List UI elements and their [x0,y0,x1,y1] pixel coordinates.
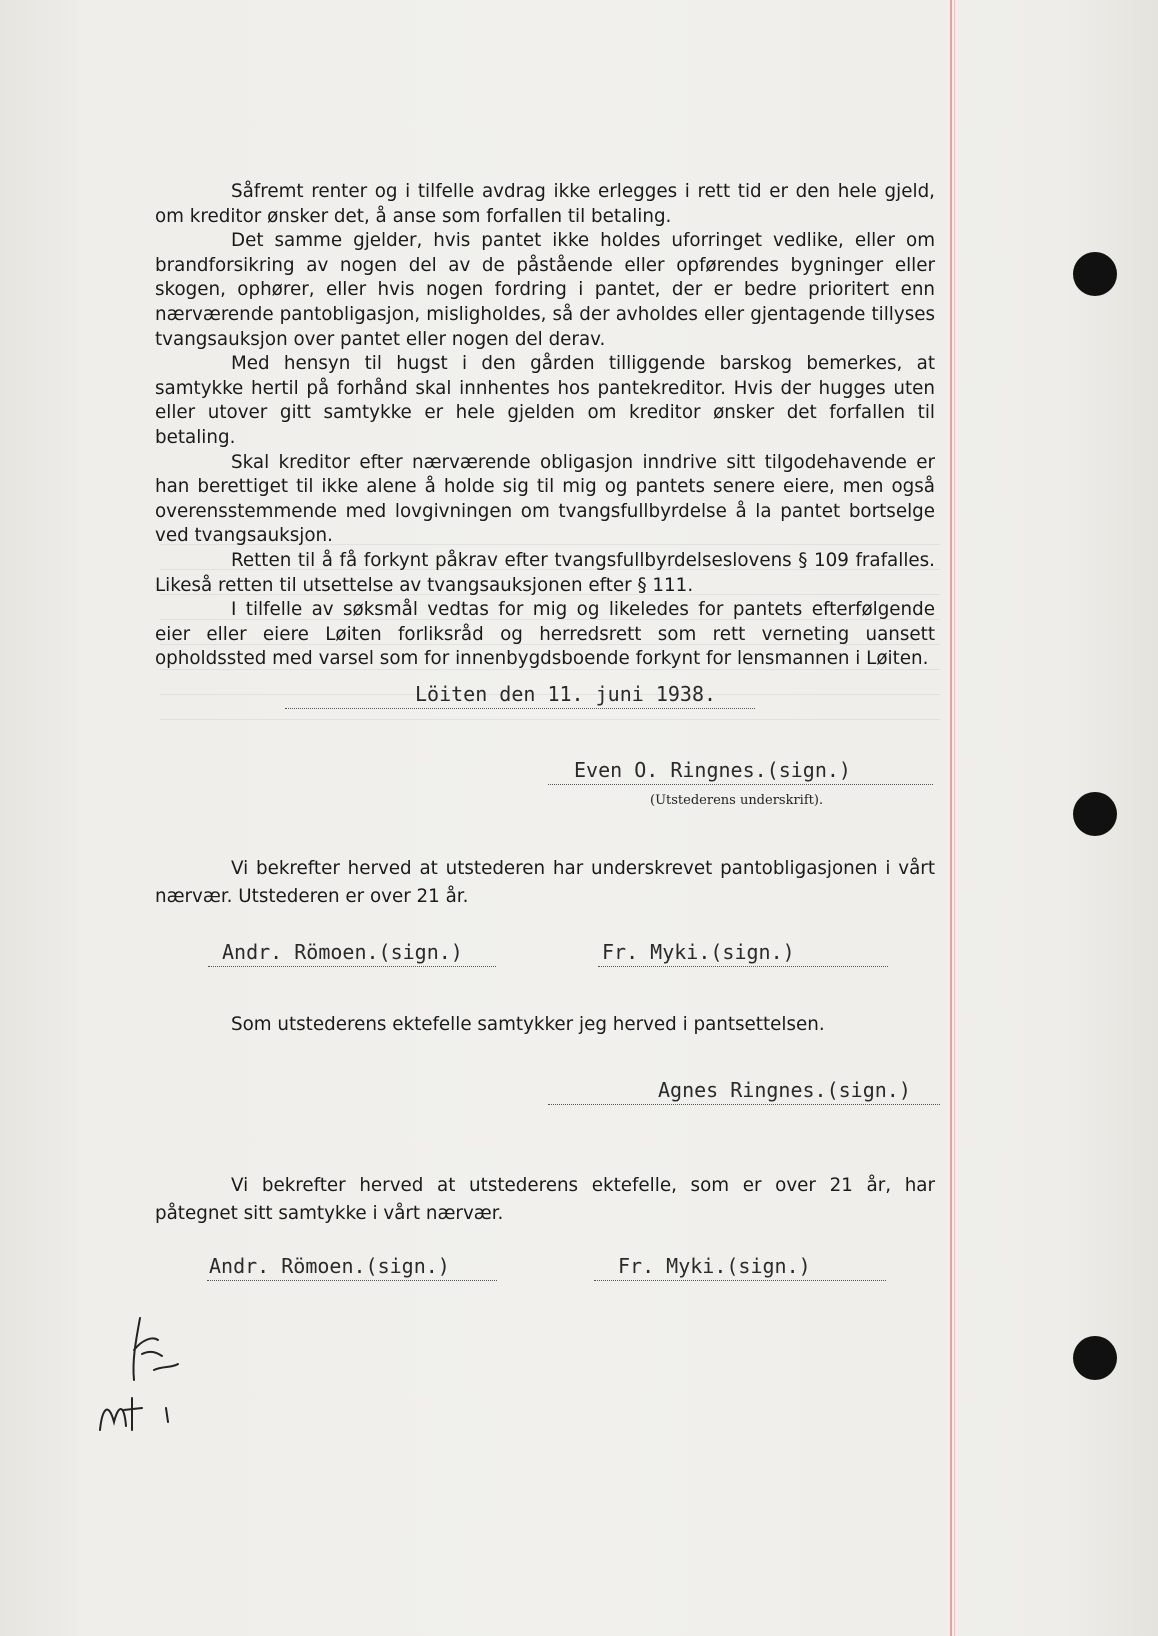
date-line: Löiten den 11. juni 1938. [285,682,755,709]
paragraph-security: Det samme gjelder, hvis pantet ikke holdes uforringet vedlike, eller om brandforsikring av nogen del av de påstående eller opførendes bygninger eller skogen, ophører, eller hvis nogen fordring i pantet, der er bedre prioritert enn nærværende pantobligasjon, misligholdes, så der avholdes eller gjentagende tillyses tvangsauksjon over pantet eller nogen del derav. [155,230,935,350]
paragraph-waiver: Retten til å få forkynt påkrav efter tvangsfullbyrdelseslovens § 109 frafalles. Likeså retten til utsettelse av tvangsauksjonen efter § 111. [155,549,935,596]
margin-rule [950,0,952,1636]
terms-text [155,180,935,672]
punch-hole [1073,252,1117,296]
witness-signature-1: Andr. Römoen.(sign.) [208,940,496,967]
spouse-consent: Som utstederens ektefelle samtykker jeg herved i pantsettelsen. [231,1014,825,1035]
spouse-witness-statement: Vi bekrefter herved at utstederens ektefelle, som er over 21 år, har påtegnet sitt samtykke i vårt nærvær. [155,1175,935,1224]
witness-signature-2: Fr. Myki.(sign.) [598,940,888,967]
punch-hole [1073,1336,1117,1380]
handwritten-initials [92,1310,212,1460]
margin-rule-secondary [954,0,955,1636]
spouse-signature: Agnes Ringnes.(sign.) [548,1078,940,1105]
paragraph-logging: Med hensyn til hugst i den gården tilliggende barskog bemerkes, at samtykke hertil på forhånd skal innhentes hos pantekreditor. Hvis der hugges uten eller utover gitt samtykke er hele gjelden om kreditor ønsker det forfallen til betaling. [155,353,935,448]
issuer-signature: Even O. Ringnes.(sign.) [548,758,933,785]
witness-statement: Vi bekrefter herved at utstederen har underskrevet pantobligasjonen i vårt nærvær. Utstederen er over 21 år. [155,858,935,907]
spouse-witness-signature-1: Andr. Römoen.(sign.) [207,1254,497,1281]
punch-hole [1073,792,1117,836]
paragraph-venue: I tilfelle av søksmål vedtas for mig og likeledes for pantets efterfølgende eier eller eiere Løiten forliksråd og herredsrett som rett verneting uansett opholdssted med varsel som for innenbygdsboende forkynt for lensmannen i Løiten. [155,599,935,670]
spouse-witness-signature-2: Fr. Myki.(sign.) [594,1254,886,1281]
issuer-signature-caption: (Utstederens underskrift). [650,793,824,808]
paragraph-default: Såfremt renter og i tilfelle avdrag ikke erlegges i rett tid er den hele gjeld, om kreditor ønsker det, å anse som forfallen til betaling. [155,181,935,227]
paragraph-collection: Skal kreditor efter nærværende obligasjon inndrive sitt tilgodehavende er han berettiget til ikke alene å holde sig til mig og pantets senere eiere, men også overensstemmende med lovgivningen om tvangsfullbyrdelse å la pantet bortselge ved tvangsauksjon. [155,451,935,547]
